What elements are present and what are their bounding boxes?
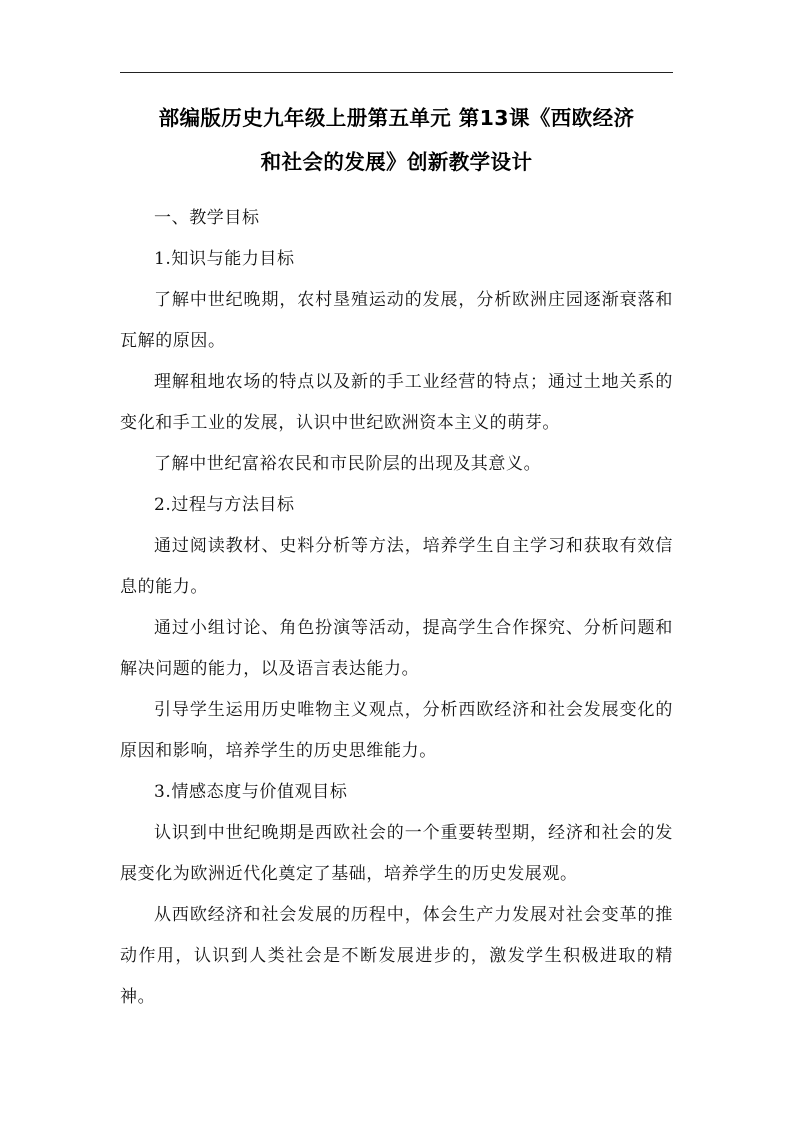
- paragraph: 认识到中世纪晚期是西欧社会的一个重要转型期，经济和社会的发展变化为欧洲近代化奠定了基础，培养学生的历史发展观。: [120, 823, 673, 884]
- document-title: [120, 96, 673, 184]
- subheading-emotion-values: 3.情感态度与价值观目标: [154, 782, 348, 802]
- paragraph: 了解中世纪富裕农民和市民阶层的出现及其意义。: [154, 454, 542, 474]
- paragraph: 从西欧经济和社会发展的历程中，体会生产力发展对社会变革的推动作用，认识到人类社会是不断发展进步的，激发学生积极进取的精神。: [120, 905, 673, 1007]
- document-body: [120, 96, 673, 1018]
- paragraph: 通过阅读教材、史料分析等方法，培养学生自主学习和获取有效信息的能力。: [120, 536, 673, 597]
- title-line-2: 和社会的发展》创新教学设计: [260, 150, 533, 174]
- paragraph: 引导学生运用历史唯物主义观点，分析西欧经济和社会发展变化的原因和影响，培养学生的历史思维能力。: [120, 700, 673, 761]
- subheading-process-method: 2.过程与方法目标: [154, 495, 295, 515]
- title-line-1: 部编版历史九年级上册第五单元 第13课《西欧经济: [158, 106, 635, 130]
- section-heading-teaching-goals: 一、教学目标: [154, 208, 260, 228]
- paragraph: 了解中世纪晚期，农村垦殖运动的发展，分析欧洲庄园逐渐衰落和瓦解的原因。: [120, 290, 673, 351]
- subheading-knowledge-ability: 1.知识与能力目标: [154, 249, 295, 269]
- header-rule: [120, 72, 673, 73]
- paragraph: 理解租地农场的特点以及新的手工业经营的特点；通过土地关系的变化和手工业的发展，认识中世纪欧洲资本主义的萌芽。: [120, 372, 673, 433]
- paragraph: 通过小组讨论、角色扮演等活动，提高学生合作探究、分析问题和解决问题的能力，以及语言表达能力。: [120, 618, 673, 679]
